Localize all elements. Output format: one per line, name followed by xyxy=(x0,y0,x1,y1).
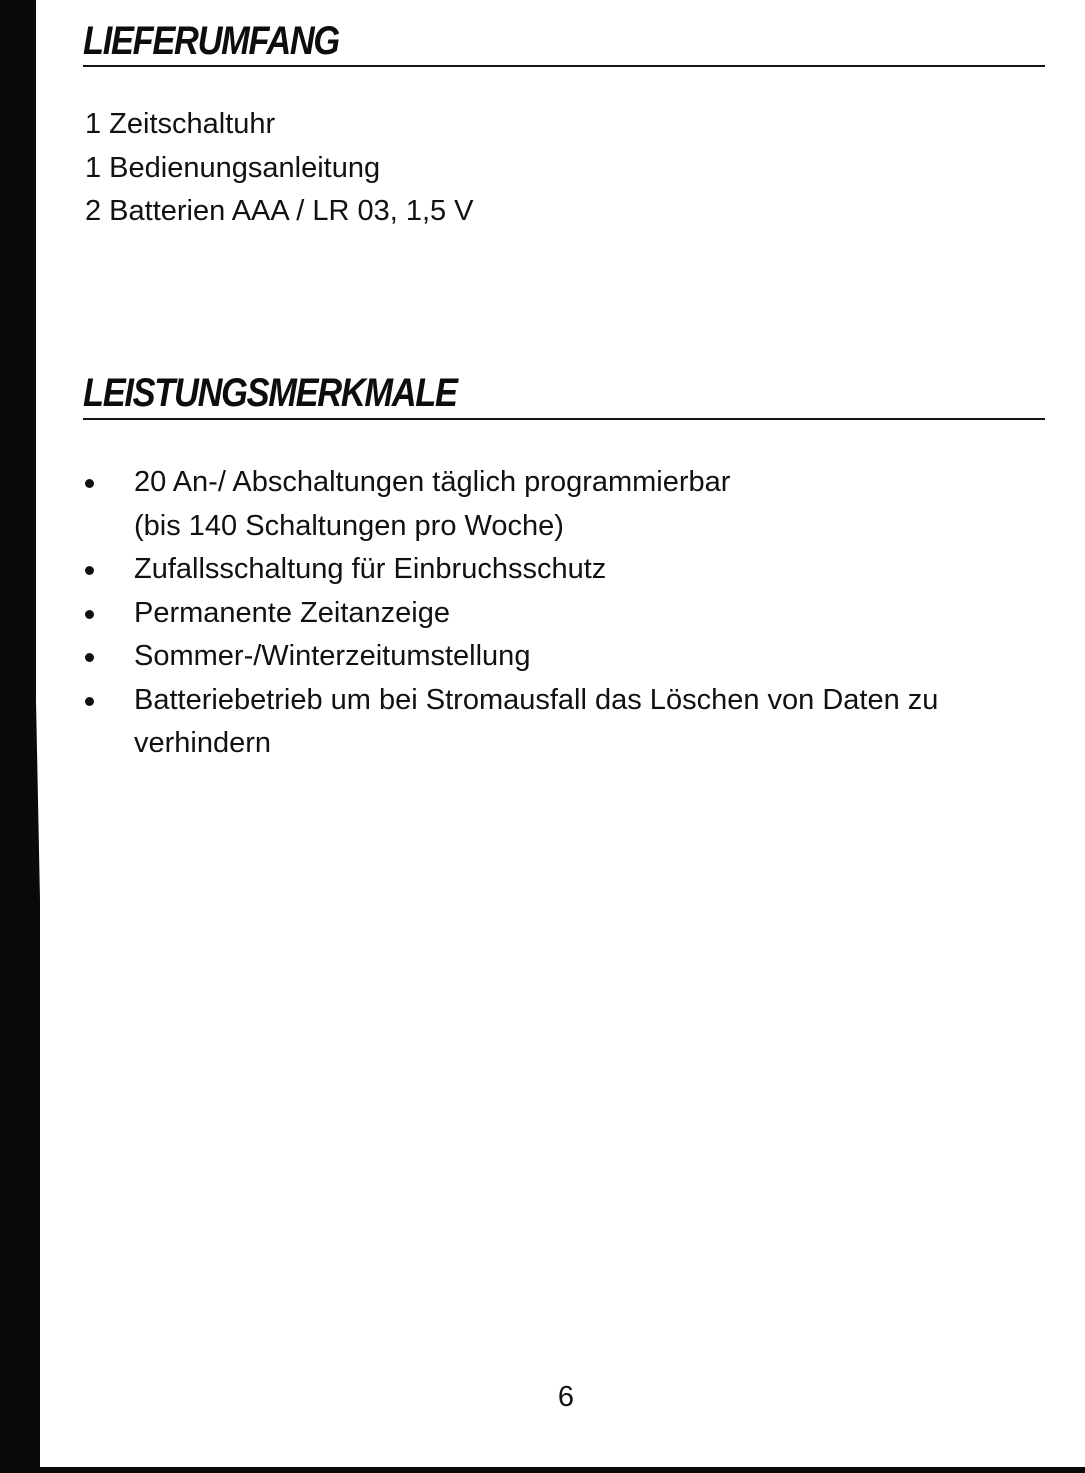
scan-bottom-edge xyxy=(40,1467,1085,1473)
delivery-scope-list xyxy=(85,103,474,234)
list-item: 2 Batterien AAA / LR 03, 1,5 V xyxy=(85,195,474,227)
feature-text-continued: (bis 140 Schaltungen pro Woche) xyxy=(134,509,564,542)
bullet-icon xyxy=(85,697,94,706)
section-title-lieferumfang: LIEFERUMFANG xyxy=(83,19,339,63)
feature-text: 20 An-/ Abschaltungen täglich programmierbar xyxy=(134,466,731,498)
section-title-leistungsmerkmale: LEISTUNGSMERKMALE xyxy=(83,371,457,415)
scan-binding-edge xyxy=(0,0,40,1473)
feature-text: Batteriebetrieb um bei Stromausfall das Löschen von Daten zu xyxy=(134,683,939,716)
list-item xyxy=(85,548,1060,592)
list-item xyxy=(85,592,1060,636)
feature-list xyxy=(85,461,1060,766)
feature-text: Permanente Zeitanzeige xyxy=(134,596,450,629)
feature-text-continued: verhindern xyxy=(134,727,272,759)
title-underline xyxy=(83,418,1045,420)
bullet-icon xyxy=(85,479,94,488)
title-underline xyxy=(83,65,1045,67)
feature-text: Zufallsschaltung für Einbruchsschutz xyxy=(134,553,607,585)
bullet-icon xyxy=(85,653,94,662)
feature-text: Sommer-/Winterzeitumstellung xyxy=(134,640,531,672)
bullet-icon xyxy=(85,566,94,575)
list-item xyxy=(85,461,1060,548)
list-item: 1 Zeitschaltuhr xyxy=(85,108,276,140)
page-number: 6 xyxy=(557,1381,575,1413)
list-item: 1 Bedienungsanleitung xyxy=(85,151,381,184)
list-item xyxy=(85,635,1060,679)
bullet-icon xyxy=(85,610,94,619)
list-item xyxy=(85,679,1060,766)
